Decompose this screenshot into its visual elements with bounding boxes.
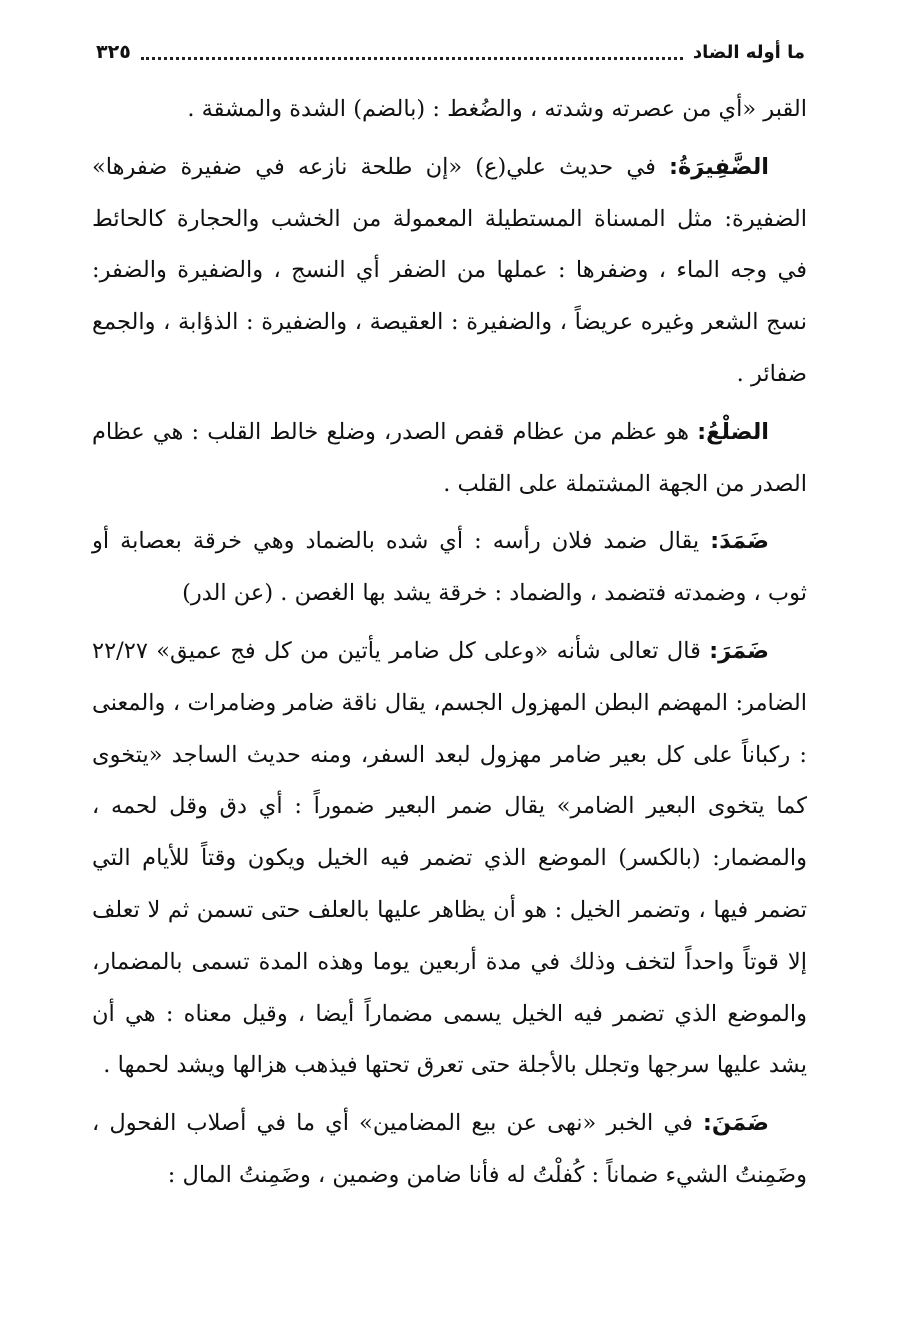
paragraph-continuation	[92, 84, 807, 136]
entry-headword: ضَمَدَ:	[710, 528, 769, 555]
entry-daman	[92, 1098, 807, 1202]
entry-text: هو عظم من عظام قفص الصدر، وضلع خالط القلب : هي عظام الصدر من الجهة المشتملة على القلب .	[92, 418, 807, 497]
entry-text: في حديث علي(ع) «إن طلحة نازعه في ضفيرة ضفرها» الضفيرة: مثل المسناة المستطيلة المعمولة من الخشب والحجارة كالحائط في وجه الماء ، وضفرها : عملها من الضفر أي النسج ، والضفيرة والضفر: نسج الشعر وغيره عريضاً ، والضفيرة : العقيصة ، والضفيرة : الذؤابة ، والجمع ضفائر .	[92, 153, 807, 387]
page-number: ٣٢٥	[96, 41, 131, 63]
entry-dafira	[92, 142, 807, 401]
entry-text: يقال ضمد فلان رأسه : أي شده بالضماد وهي خرقة بعصابة أو ثوب ، وضمدته فتضمد ، والضماد : خرقة يشد بها الغصن . (عن الدر)	[92, 528, 807, 607]
entry-dil	[92, 407, 807, 511]
paragraph-text: القبر «أي من عصرته وشدته ، والضُغط : (بالضم) الشدة والمشقة .	[187, 96, 807, 122]
running-title: ما أوله الضاد	[692, 41, 805, 63]
entry-text: في الخبر «نهى عن بيع المضامين» أي ما في أصلاب الفحول ، وضَمِنتُ الشيء ضماناً : كُفلْتُ له فأنا ضامن وضمين ، وضَمِنتُ المال :	[92, 1110, 807, 1188]
entry-headword: ضَمَنَ:	[702, 1110, 769, 1137]
entry-headword: الضَّفِيرَةُ:	[669, 153, 769, 180]
running-header	[96, 34, 805, 70]
leader-dots	[141, 53, 683, 60]
entry-headword: الضلْعُ:	[697, 418, 769, 445]
entry-headword: ضَمَرَ:	[709, 637, 769, 664]
page-body	[92, 84, 807, 1202]
entry-text: قال تعالى شأنه «وعلى كل ضامر يأتين من كل فج عميق» ٢٢/٢٧ الضامر: المهضم البطن المهزول الجسم، يقال ناقة ضامر وضامرات ، والمعنى : ركباناً على كل بعير ضامر مهزول لبعد السفر، ومنه حديث الساجد «يتخوى كما يتخوى البعير الضامر» يقال ضمر البعير ضموراً : أي دق وقل لحمه ، والمضمار: (بالكسر) الموضع الذي تضمر فيه الخيل ويكون وقتاً للأيام التي تضمر فيها ، وتضمر الخيل : هو أن يظاهر عليها بالعلف حتى تسمن ثم لا تعلف إلا قوتاً واحداً لتخف وذلك في مدة أربعين يوما وهذه المدة تسمى بالمضمار، والموضع الذي تضمر فيه الخيل يسمى مضماراً أيضا ، وقيل معناه : هي أن يشد عليها سرجها وتجلل بالأجلة حتى تعرق تحتها فيذهب هزالها ويشد لحمها .	[92, 637, 807, 1079]
entry-damar	[92, 626, 807, 1092]
entry-damad	[92, 516, 807, 620]
